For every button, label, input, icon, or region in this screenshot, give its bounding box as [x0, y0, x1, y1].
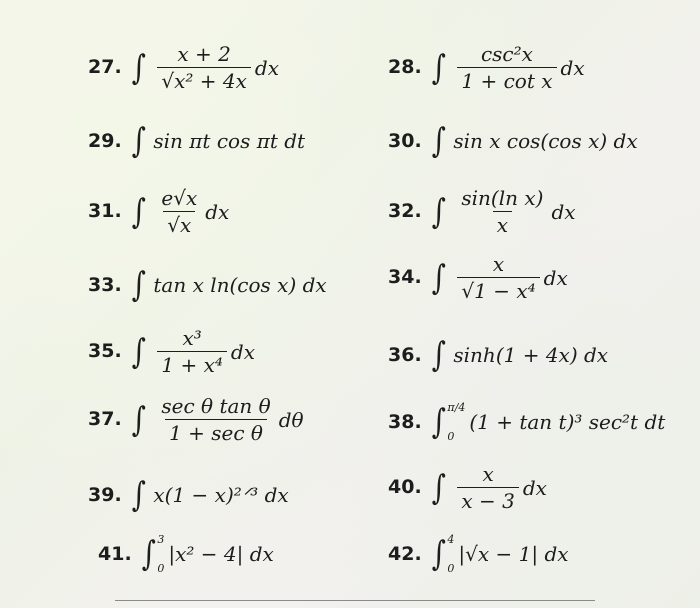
- integral-sign: ∫: [131, 191, 146, 232]
- lower-limit: 0: [447, 562, 455, 575]
- fraction: [157, 396, 274, 443]
- numerator: csc²x: [480, 42, 533, 66]
- integral-sign: ∫: [431, 121, 446, 161]
- problem-40: [388, 464, 547, 511]
- problem-number: 31.: [88, 200, 122, 222]
- problem-42: [388, 534, 569, 574]
- lower-limit: 0: [447, 430, 455, 443]
- problem-number: 40.: [388, 476, 422, 498]
- denominator: √x: [163, 211, 195, 235]
- problem-33: [88, 265, 327, 305]
- integral-limits: [447, 534, 454, 574]
- problem-38: [388, 402, 665, 442]
- problem-34: [388, 254, 568, 301]
- numerator: x³: [182, 326, 202, 350]
- problem-number: 28.: [388, 56, 422, 78]
- fraction: [457, 44, 556, 91]
- bottom-divider: [115, 600, 595, 601]
- numerator: x: [482, 462, 494, 486]
- problem-number: 39.: [88, 483, 122, 506]
- numerator: sin(ln x): [461, 186, 544, 210]
- integral-sign: ∫: [431, 47, 446, 88]
- fraction: [157, 328, 227, 375]
- denominator: x: [493, 211, 512, 235]
- problem-number: 36.: [388, 343, 422, 366]
- denominator: x − 3: [457, 487, 518, 511]
- integral-sign: ∫: [431, 467, 446, 508]
- problem-number: 27.: [88, 56, 122, 78]
- problem-31: [88, 188, 229, 235]
- differential: dx: [543, 265, 568, 290]
- differential: dθ: [278, 407, 304, 432]
- problem-27: [88, 44, 279, 91]
- numerator: sec θ tan θ: [161, 394, 271, 418]
- fraction: [157, 188, 201, 235]
- problem-37: [88, 396, 304, 443]
- integral-sign: ∫: [431, 402, 446, 442]
- differential: dx: [230, 339, 255, 364]
- problem-36: [388, 335, 609, 375]
- integral-sign: ∫: [131, 121, 146, 161]
- fraction: [457, 254, 539, 301]
- problem-number: 37.: [88, 408, 122, 430]
- denominator: 1 + x⁴: [157, 351, 227, 375]
- integral-sign: ∫: [131, 475, 146, 515]
- lower-limit: 0: [157, 562, 165, 575]
- problem-number: 35.: [88, 340, 122, 362]
- numerator: e√x: [161, 186, 198, 210]
- problem-30: [388, 121, 638, 161]
- differential: dx: [560, 55, 585, 80]
- denominator: √1 − x⁴: [457, 277, 539, 301]
- differential: dx: [254, 55, 280, 80]
- integrand: |√x − 1| dx: [458, 542, 569, 566]
- problem-number: 33.: [88, 273, 122, 296]
- integrand: sin πt cos πt dt: [153, 129, 306, 153]
- integral-sign: ∫: [131, 265, 146, 305]
- problem-number: 32.: [388, 200, 422, 222]
- numerator: x: [492, 252, 505, 276]
- fraction: [157, 44, 251, 91]
- integrand: tan x ln(cos x) dx: [153, 273, 327, 297]
- differential: dx: [205, 199, 230, 224]
- denominator: 1 + sec θ: [165, 419, 267, 443]
- upper-limit: 4: [447, 533, 455, 546]
- differential: dx: [551, 199, 576, 224]
- problem-35: [88, 328, 255, 375]
- problem-number: 29.: [88, 129, 122, 152]
- upper-limit: 3: [157, 533, 165, 546]
- problem-41: [98, 534, 274, 574]
- problem-number: 41.: [98, 542, 132, 565]
- integral-sign: ∫: [131, 399, 146, 440]
- integral-sign: ∫: [431, 257, 446, 298]
- differential: dx: [522, 475, 547, 500]
- integral-sign: ∫: [431, 191, 446, 232]
- problem-32: [388, 188, 576, 235]
- problem-number: 42.: [388, 542, 422, 565]
- problem-28: [388, 44, 585, 91]
- integral-sign: ∫: [131, 331, 146, 372]
- integral-limits: [157, 534, 164, 574]
- integral-sign: ∫: [131, 47, 146, 88]
- denominator: 1 + cot x: [457, 67, 556, 91]
- integral-limits: [447, 402, 465, 442]
- numerator: x + 2: [177, 42, 231, 66]
- fraction: [457, 188, 547, 235]
- integrand: sin x cos(cos x) dx: [453, 129, 638, 153]
- denominator: √x² + 4x: [157, 67, 251, 91]
- fraction: [457, 464, 518, 511]
- problem-number: 30.: [388, 129, 422, 152]
- integral-sign: ∫: [431, 534, 446, 574]
- integrand: (1 + tan t)³ sec²t dt: [469, 410, 666, 434]
- problem-29: [88, 121, 306, 161]
- integrand: x(1 − x)²ᐟ³ dx: [153, 483, 289, 507]
- problem-39: [88, 475, 289, 515]
- integral-sign: ∫: [141, 534, 156, 574]
- upper-limit: π/4: [447, 401, 466, 414]
- integral-sign: ∫: [431, 335, 446, 375]
- integrand: sinh(1 + 4x) dx: [453, 343, 609, 367]
- problem-number: 38.: [388, 410, 422, 433]
- problem-number: 34.: [388, 266, 422, 288]
- integrand: |x² − 4| dx: [168, 542, 274, 566]
